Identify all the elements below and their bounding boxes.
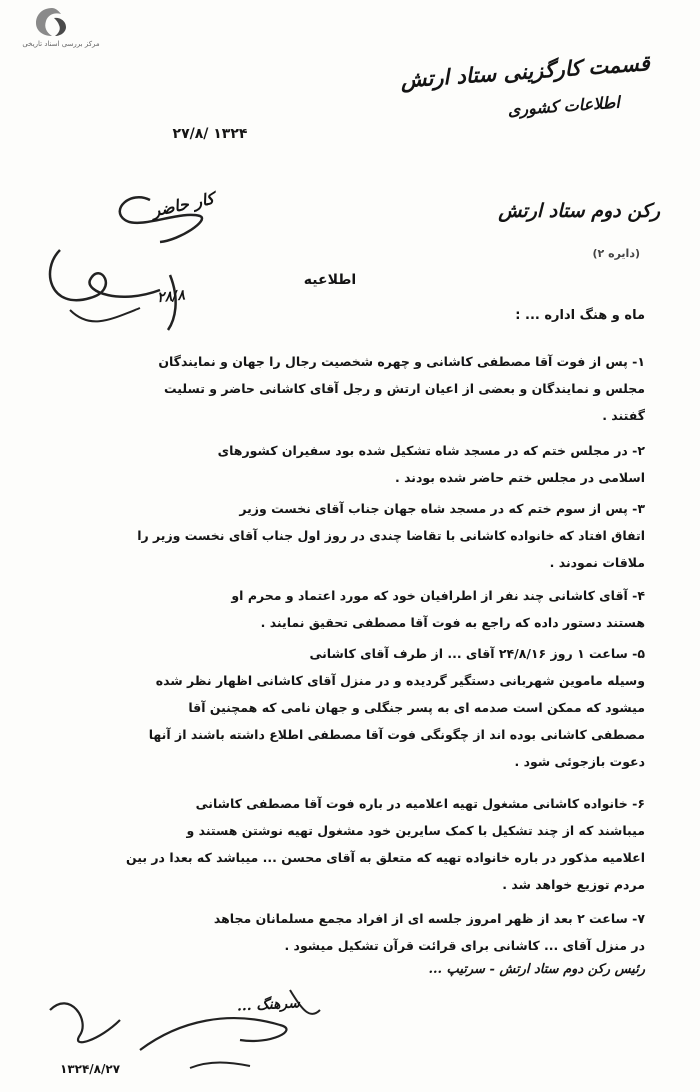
header-title-line1: قسمت کارگزینی ستاد ارتش — [399, 50, 651, 93]
paragraph-line: ملاقات نمودند . — [549, 555, 645, 570]
paragraph-6 — [60, 790, 645, 898]
archive-watermark — [6, 6, 116, 54]
paragraph-line: ۶- خانواده کاشانی مشغول تهیه اعلامیه در باره فوت آقا مصطفی کاشانی — [195, 796, 645, 811]
paragraph-line: اعلامیه مذکور در باره خانواده تهیه که متعلق به آقای محسن ... میباشد که بعدا در بین — [125, 850, 645, 865]
marginal-note-line2: ۲۸/۸ — [156, 287, 186, 307]
paragraph-line: وسیله ماموین شهربانی دستگیر گردیده و در منزل آقای کاشانی اظهار نظر شده — [155, 673, 645, 688]
paragraph-line: ۷- ساعت ۲ بعد از ظهر امروز جلسه ای از افراد مجمع مسلمانان مجاهد — [213, 911, 645, 926]
paragraph-line: ۵- ساعت ۱ روز ۲۴/۸/۱۶ آقای ... از طرف آقای کاشانی — [309, 646, 645, 661]
archive-caption: مرکز بررسی اسناد تاریخی — [22, 40, 100, 48]
header-date: ۲۷/۸/ ۱۳۲۴ — [172, 126, 248, 142]
paragraph-line: گفتند . — [602, 408, 645, 423]
paragraph-1 — [60, 348, 645, 429]
archive-logo-icon — [34, 6, 70, 38]
paragraph-line: در منزل آقای ... کاشانی برای قرائت قرآن تشکیل میشود . — [284, 938, 645, 953]
paragraph-line: ۲- در مجلس ختم که در مسجد شاه تشکیل شده بود سفیران کشورهای — [217, 443, 645, 458]
signature-date: ۱۳۲۴/۸/۲۷ — [60, 1062, 121, 1076]
paragraph-7 — [60, 905, 645, 959]
paragraph-line: میشود که ممکن است صدمه ای به پسر جنگلی و جهان نامی که همچنین آقا — [188, 700, 645, 715]
document-heading: اطلاعیه — [303, 272, 357, 288]
paragraph-line: ۳- پس از سوم ختم که در مسجد شاه جهان جناب آقای نخست وزیر — [239, 501, 645, 516]
paragraph-line: دعوت بازجوئی شود . — [514, 754, 645, 769]
document-salutation: ماه و هنگ اداره ... : — [515, 308, 645, 323]
paragraph-line: مجلس و نمایندگان و بعضی از اعیان ارتش و رجل آقای کاشانی حاضر و تسلیت — [164, 381, 645, 396]
header-title-line2: اطلاعات کشوری — [507, 92, 621, 120]
paragraph-2 — [60, 437, 645, 491]
paragraph-line: هستند دستور داده که راجع به فوت آقا مصطفی تحقیق نمایند . — [260, 615, 645, 630]
paragraph-line: ۴- آقای کاشانی چند نفر از اطرافیان خود که مورد اعتماد و محرم او — [231, 588, 645, 603]
paragraph-line: مردم توزیع خواهد شد . — [502, 877, 645, 892]
signature-name: سرهنگ ... — [236, 995, 301, 1015]
paragraph-4 — [60, 582, 645, 636]
paragraph-3 — [60, 495, 645, 576]
paragraph-5 — [60, 640, 645, 775]
paragraph-line: ۱- پس از فوت آقا مصطفی کاشانی و چهره شخصیت رجال را جهان و نمایندگان — [158, 354, 645, 369]
marginal-note-line1: کار حاضر — [150, 188, 216, 221]
paragraph-line: اتفاق افتاد که خانواده کاشانی با تقاضا چندی در روز اول جناب آقای نخست وزیر را — [137, 528, 645, 543]
sender-subtitle: (دایره ۲) — [592, 247, 640, 260]
paragraph-line: اسلامی در مجلس ختم حاضر شده بودند . — [394, 470, 645, 485]
paragraph-line: مصطفی کاشانی بوده اند از چگونگی فوت آقا مصطفی اطلاع داشته باشند از آنها — [148, 727, 645, 742]
closing-line: رئیس رکن دوم ستاد ارتش - سرتیپ ... — [428, 962, 645, 977]
paragraph-line: میباشند که از چند تشکیل با کمک سایرین خود مشغول تهیه نوشتن هستند و — [186, 823, 645, 838]
sender-title: رکن دوم ستاد ارتش — [498, 200, 660, 222]
